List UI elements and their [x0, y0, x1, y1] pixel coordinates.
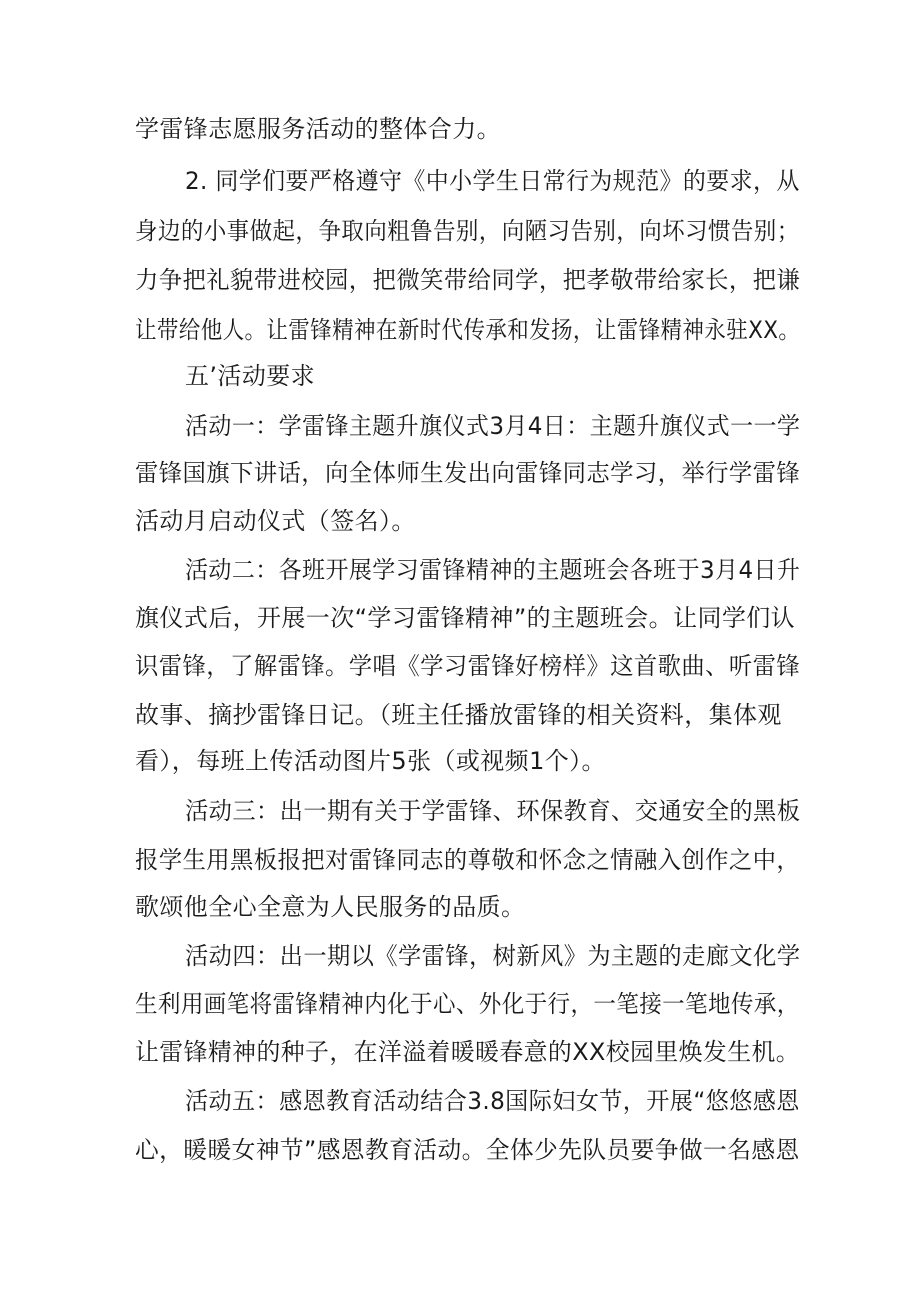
- text-line: 心，暖暖女神节”感恩教育活动。全体少先队员要争做一名感恩: [135, 1136, 800, 1164]
- text-line: 2. 同学们要严格遵守《中小学生日常行为规范》的要求，从: [185, 167, 800, 195]
- text-line: 身边的小事做起，争取向粗鲁告别，向陋习告别，向坏习惯告别；: [135, 217, 800, 245]
- text-line: 看），每班上传活动图片5张（或视频1个）。: [135, 747, 606, 775]
- text-line: 力争把礼貌带进校园，把微笑带给同学，把孝敬带给家长，把谦: [135, 266, 801, 294]
- text-line: 让雷锋精神的种子，在洋溢着暖暖春意的XX校园里焕发生机。: [135, 1038, 801, 1066]
- text-line: 活动五：感恩教育活动结合3.8国际妇女节，开展“悠悠感恩: [185, 1087, 800, 1115]
- text-line: 歌颂他全心全意为人民服务的品质。: [135, 893, 526, 921]
- text-line: 五’活动要求: [185, 362, 316, 390]
- text-line: 报学生用黑板报把对雷锋同志的尊敬和怀念之情融入创作之中，: [135, 846, 801, 874]
- text-line: 活动四：出一期以《学雷锋，树新风》为主题的走廊文化学: [185, 942, 801, 970]
- text-line: 让带给他人。让雷锋精神在新时代传承和发扬，让雷锋精神永驻XX。: [135, 316, 801, 344]
- text-line: 雷锋国旗下讲话，向全体师生发出向雷锋同志学习，举行学雷锋: [135, 459, 801, 487]
- text-line: 活动二：各班开展学习雷锋精神的主题班会各班于3月4日升: [185, 556, 801, 584]
- text-line: 活动三：出一期有关于学雷锋、环保教育、交通安全的黑板: [185, 797, 801, 825]
- text-line: 生利用画笔将雷锋精神内化于心、外化于行，一笔接一笔地传承，: [135, 990, 800, 1018]
- text-line: 故事、摘抄雷锋日记。（班主任播放雷锋的相关资料，集体观: [135, 701, 782, 729]
- text-line: 识雷锋，了解雷锋。学唱《学习雷锋好榜样》这首歌曲、听雷锋: [135, 652, 801, 680]
- text-line: 旗仪式后，开展一次“学习雷锋精神”的主题班会。让同学们认: [135, 604, 796, 632]
- text-line: 活动月启动仪式（签名）。: [135, 507, 416, 535]
- text-line: 活动一：学雷锋主题升旗仪式3月4日：主题升旗仪式一一学: [185, 412, 801, 440]
- text-line: 学雷锋志愿服务活动的整体合力。: [135, 115, 501, 143]
